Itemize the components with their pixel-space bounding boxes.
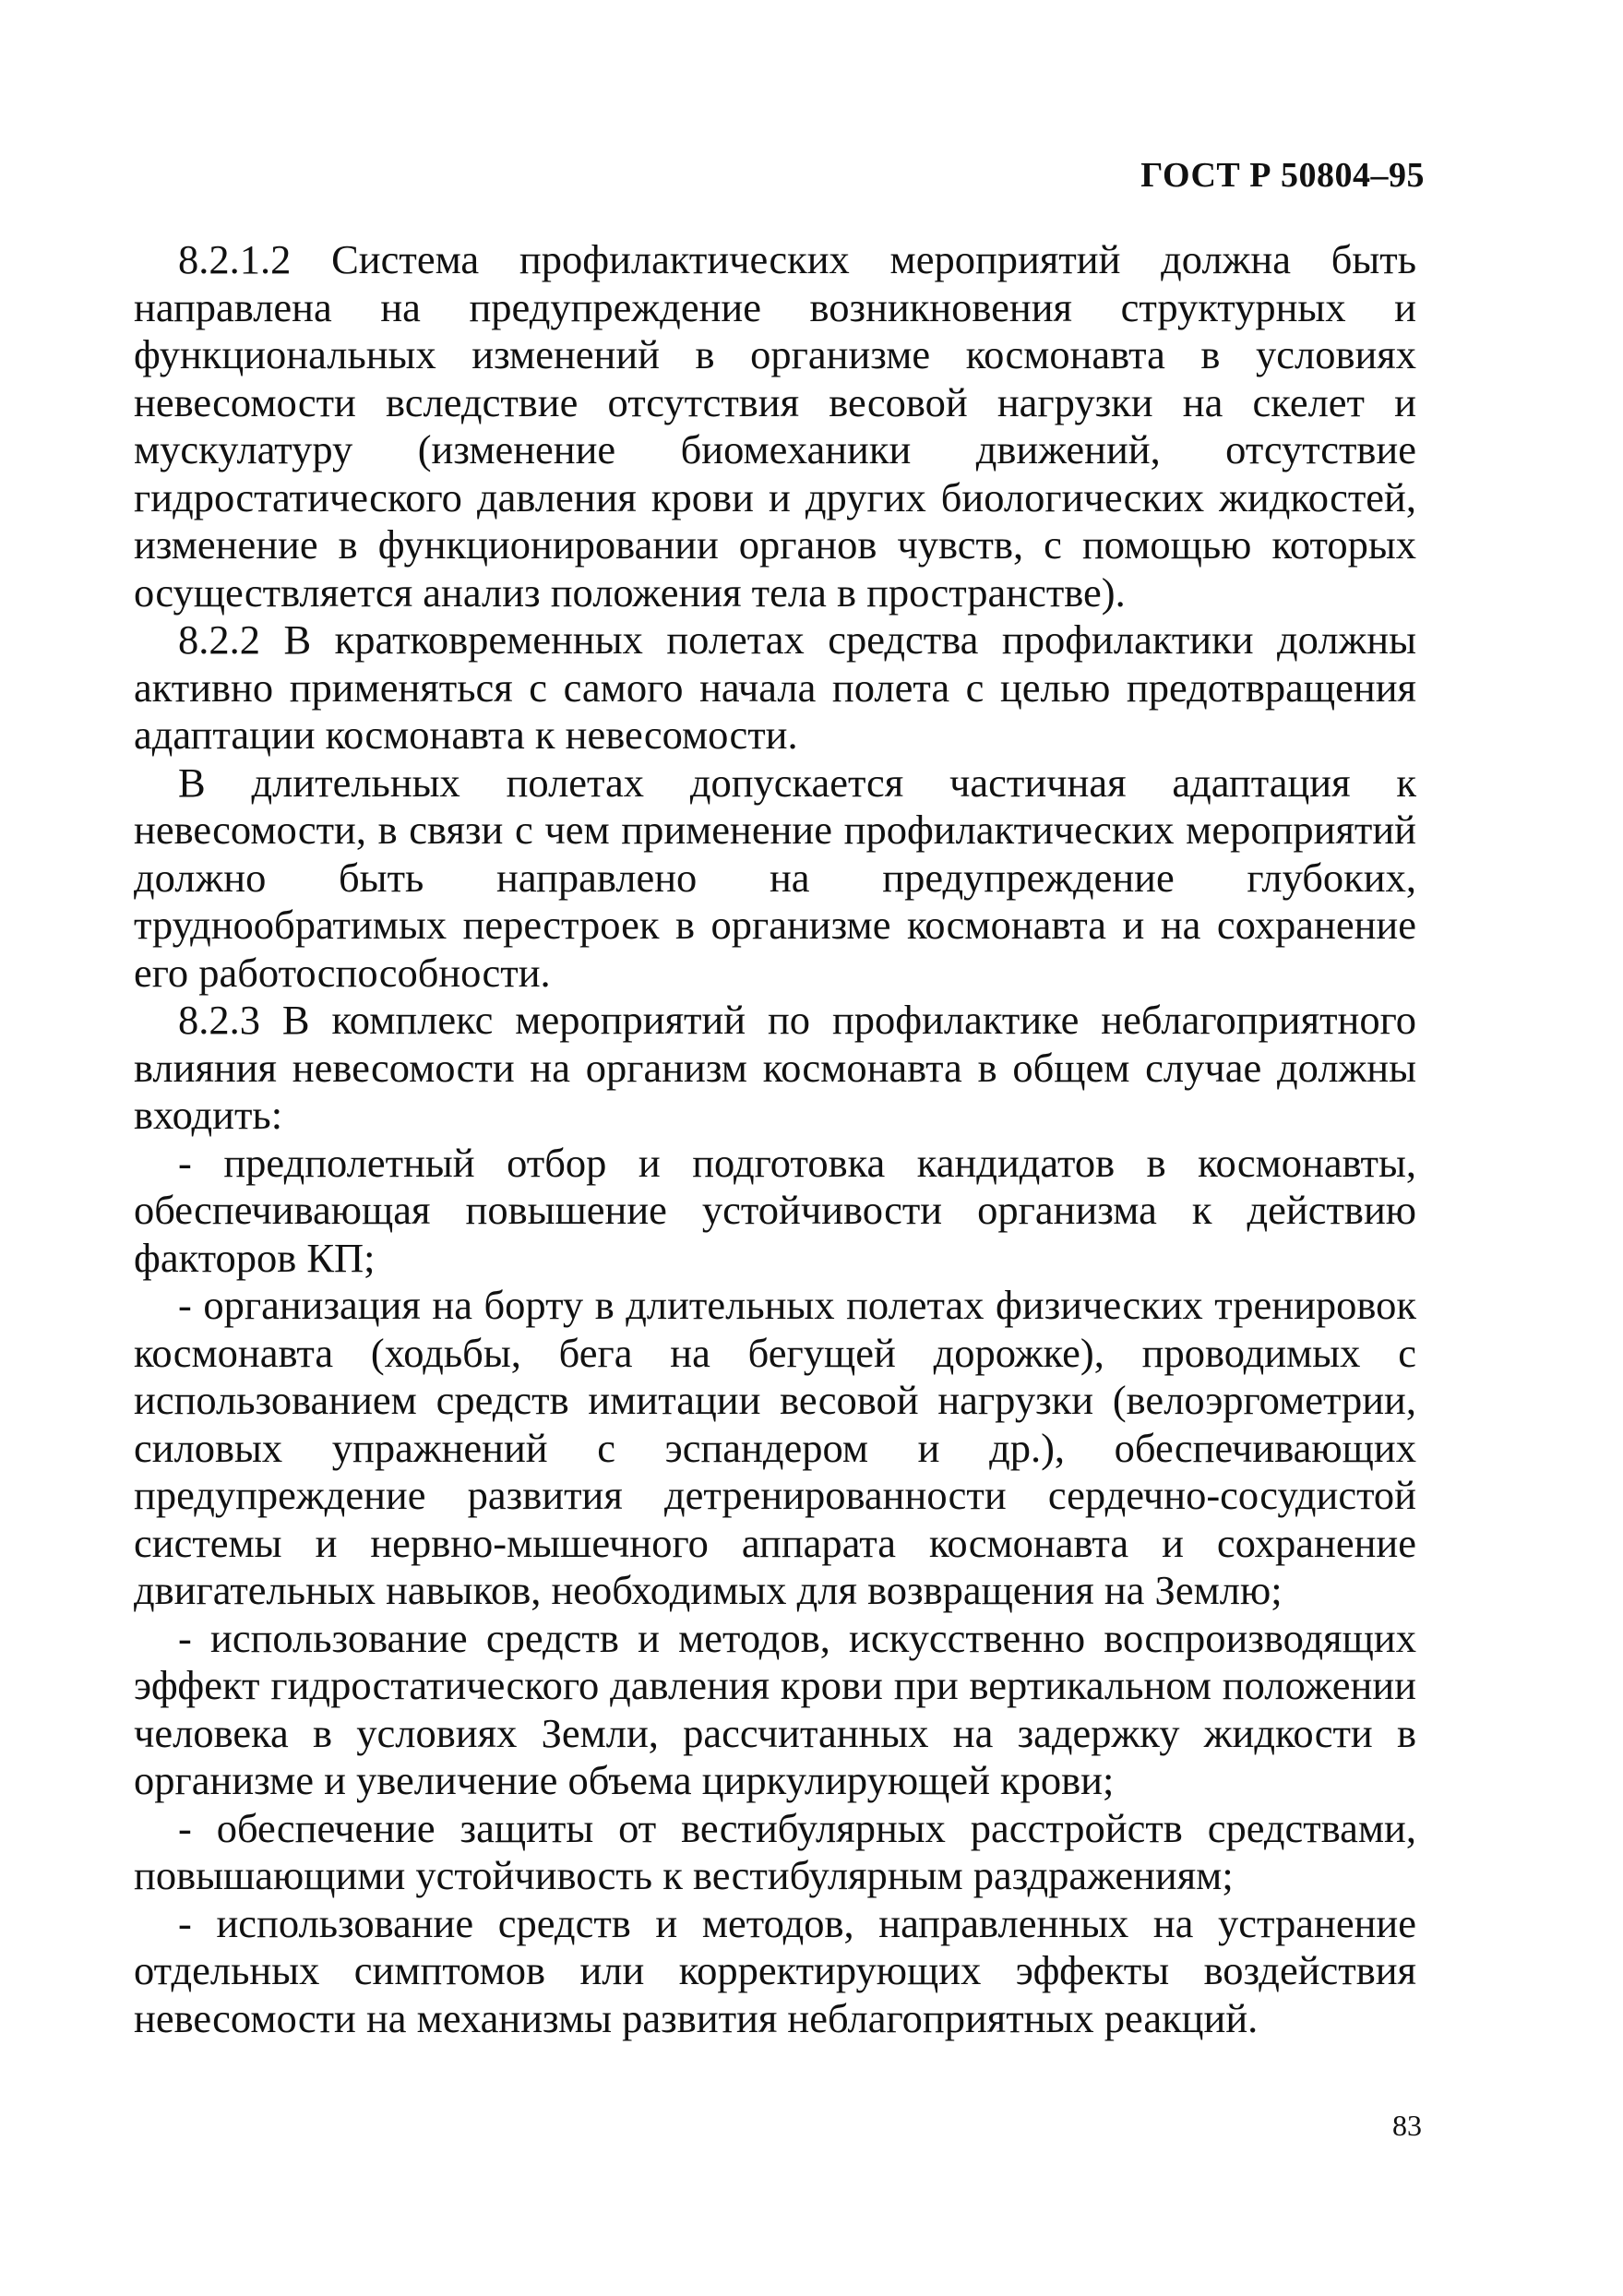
list-item-symptom-correction: - использование средств и методов, направленных на устранение отдельных симптомов или корректирующих эффекты воздействия невесомости на механизмы развития неблагоприятных реакций. (134, 1899, 1416, 2041)
page-number: 83 (1392, 2109, 1422, 2142)
document-body (134, 236, 1416, 2042)
paragraph-8-2-2: 8.2.2 В кратковременных полетах средства профилактики должны активно применяться с самого начала полета с целью предотвращения адаптации космонавта к невесомости. (134, 616, 1416, 758)
document-header: ГОСТ Р 50804–95 (1140, 156, 1425, 195)
paragraph-long-flights: В длительных полетах допускается частичная адаптация к невесомости, в связи с чем применение профилактических мероприятий должно быть направлено на предупреждение глубоких, труднообратимых перестроек в организме космонавта и на сохранение его работоспособности. (134, 759, 1416, 996)
paragraph-8-2-1-2: 8.2.1.2 Система профилактических мероприятий должна быть направлена на предупреждение возникновения структурных и функциональных изменений в организме космонавта в условиях невесомости вследствие отсутствия весовой нагрузки на скелет и мускулатуру (изменение биомеханики движений, отсутствие гидростатического давления крови и других биологических жидкостей, изменение в функционировании органов чувств, с помощью которых осуществляется анализ положения тела в пространстве). (134, 236, 1416, 616)
list-item-vestibular-protection: - обеспечение защиты от вестибулярных расстройств средствами, повышающими устойчивость к вестибулярным раздражениям; (134, 1804, 1416, 1898)
paragraph-8-2-3: 8.2.3 В комплекс мероприятий по профилактике неблагоприятного влияния невесомости на организм космонавта в общем случае должны входить: (134, 997, 1416, 1138)
list-item-preflight-selection: - предполетный отбор и подготовка кандидатов в космонавты, обеспечивающая повышение устойчивости организма к действию факторов КП; (134, 1139, 1416, 1281)
list-item-hydrostatic-methods: - использование средств и методов, искусственно воспроизводящих эффект гидростатического давления крови при вертикальном положении человека в условиях Земли, рассчитанных на задержку жидкости в организме и увеличение объема циркулирующей крови; (134, 1614, 1416, 1803)
list-item-onboard-training: - организация на борту в длительных полетах физических тренировок космонавта (ходьбы, бега на бегущей дорожке), проводимых с использованием средств имитации весовой нагрузки (велоэргометрии, силовых упражнений с эспандером и др.), обеспечивающих предупреждение развития детренированности сердечно-сосудистой системы и нервно-мышечного аппарата космонавта и сохранение двигательных навыков, необходимых для возвращения на Землю; (134, 1282, 1416, 1613)
